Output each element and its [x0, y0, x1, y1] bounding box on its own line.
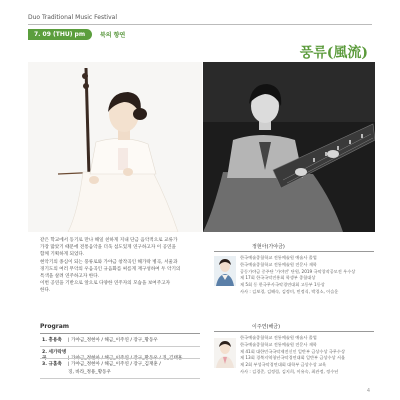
- header-divider: [28, 24, 372, 25]
- gayageum-player-photo: [203, 62, 375, 232]
- performance-description: [40, 237, 200, 295]
- description-line: 함께 기획하게 되었다.: [40, 252, 85, 258]
- performer-bio: [240, 335, 390, 376]
- description-line: 이번 공연을 기반으로 앞으로 다양한 연주자의 모습을 보여주고자: [40, 281, 171, 287]
- program-item-performers: | 가야금_정현아 / 해금_이주연 / 장구_황동우: [68, 338, 158, 343]
- program-item: [42, 361, 161, 367]
- performer-name: 정현아(가야금): [252, 244, 285, 250]
- description-line: 경기도의 여러 무악의 우음곡인 규음화를 써름게 재구성하여 두 악기의: [40, 266, 181, 272]
- performer-bio: [240, 255, 390, 296]
- program-item-title: 2. 세가락병곡: [42, 350, 67, 361]
- program-item: [42, 369, 111, 375]
- bio-line: 제 17회 한국국악진흥회 학생부 종합대상: [240, 275, 316, 281]
- bio-line: 제 5회 동 한국무사국악경연대회 고등부 1등상: [240, 282, 325, 288]
- page-title: 풍류(風流): [299, 45, 368, 61]
- performer-divider: [214, 251, 374, 252]
- bio-line: 제 41회 대한민국국악제전신인 일반부 금상수상 국무수상: [240, 348, 346, 354]
- bio-line: 한국예술종합학교 전통예술원 전문사 재학: [240, 341, 317, 347]
- description-line: 현악기의 종심이 되는 풍류로와 가야금 창작곡인 해가락 병곡, 서울과: [40, 259, 178, 265]
- haegeum-player-photo: [28, 62, 202, 232]
- program-item-title: 3. 규홈축: [42, 362, 62, 367]
- bio-line: 제 2회 부성국악경연대회 대학부 금상수상 교육: [240, 362, 327, 368]
- event-subtitle: 북의 향연: [100, 32, 126, 39]
- performer-name: 이주연(해금): [252, 324, 281, 330]
- bio-line: 한국예술종합학교 전통예술원 예술사 졸업: [240, 255, 317, 260]
- event-date-badge: 7. 09 (THU) pm 7:30: [28, 29, 92, 40]
- program-heading: Program: [40, 323, 70, 330]
- description-line: 특색을 살려 연주하고자 한다.: [40, 274, 100, 280]
- bio-line: 제 13회 경북지역청년국악경연대회 일반부 금상수상 서울: [240, 355, 346, 361]
- program-item-performers: | 가야금_정현아 / 해금_이주연 / 장구_황동우 / 징_김태훈: [68, 356, 183, 361]
- program-item-performers: | 가야금_정현아 / 해금_이주연 / 장구_김재훈 /: [68, 362, 161, 367]
- program-row-divider: [40, 346, 200, 347]
- description-line: 한다.: [40, 288, 51, 294]
- performer-portrait: [214, 338, 236, 368]
- program-item: [42, 349, 182, 361]
- performer-portrait: [214, 256, 236, 286]
- bio-line: 사사 : 김경준, 김정림, 김지희, 이유숙, 최관정, 정수년: [240, 368, 339, 374]
- program-row-divider: [40, 358, 200, 359]
- bio-line: 한국예술종합학교 전통예술원 전문사 재학: [240, 261, 317, 267]
- description-line: 같은 학교에서 동기로 만나 해일 친하게 지내 단금 음악적으로 교류가: [40, 238, 178, 243]
- program-item-performers: 징, 바라_정용_황동우: [68, 370, 112, 375]
- bio-line: 공동가야금 중주단 '가야진' 단원, 2019 국악창작공모전 우수상: [240, 268, 356, 274]
- performer-divider: [214, 331, 374, 332]
- program-item-title: 1. 흥용축: [42, 338, 62, 343]
- description-line: 가장 많았기 때문에 전통음악을 더욱 섬도있게 연구하고자 이 공연을: [40, 245, 176, 251]
- festival-header: Duo Traditional Music Festival: [28, 14, 117, 21]
- program-divider: [40, 333, 200, 334]
- bio-line: 사사 : 김보경, 김해숙, 김정미, 민정식, 박경소, 이슬운: [240, 288, 339, 294]
- bio-line: 한국예술종합학교 전통예술원 예술사 졸업: [240, 335, 317, 340]
- page-number: 4: [366, 388, 370, 394]
- program-row-divider: [40, 378, 200, 379]
- program-item: [42, 337, 158, 343]
